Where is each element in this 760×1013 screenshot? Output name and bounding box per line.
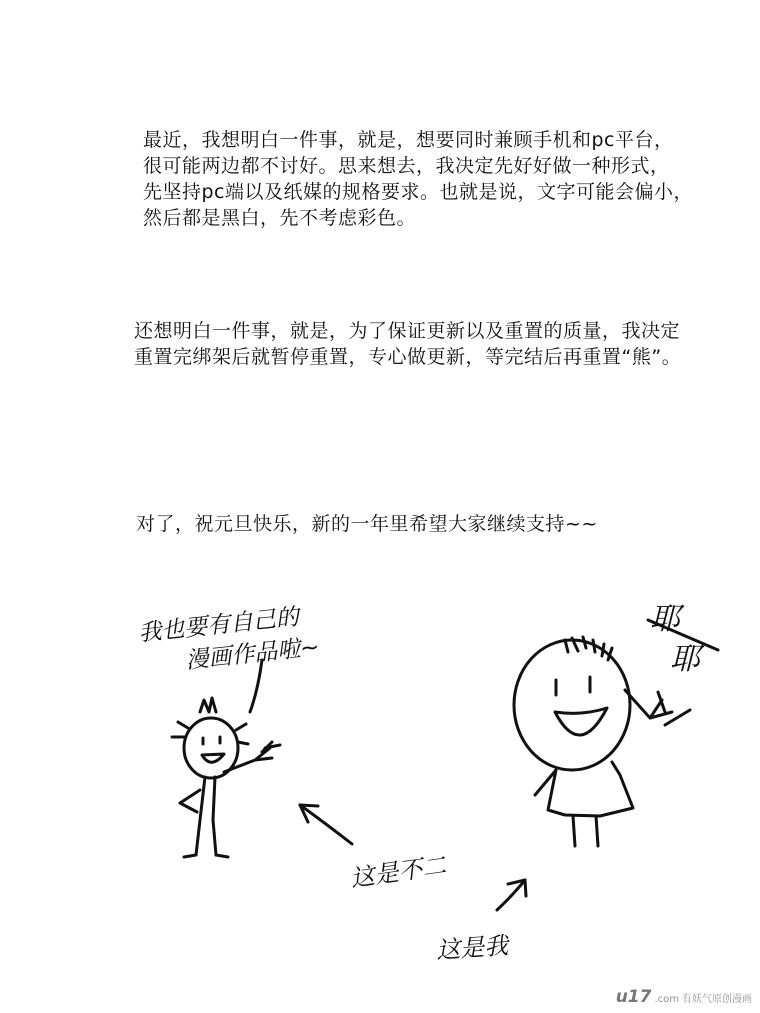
watermark-logo: u17 [615, 987, 652, 1007]
stick-figure-drawing [0, 560, 760, 1013]
arrow-to-small-figure [300, 805, 352, 844]
arrow-to-large-figure [497, 880, 526, 910]
watermark-slogan: 有妖气原创漫画 [682, 994, 752, 1005]
paragraph-announcement-reset [134, 318, 681, 370]
struck-text: 耶 [650, 602, 680, 637]
small-stick-figure [172, 660, 280, 857]
text-line: 重置完绑架后就暂停重置，专心做更新，等完结后再重置“熊”。 [134, 346, 682, 368]
site-watermark [616, 987, 752, 1007]
paragraph-new-year-greeting [136, 511, 598, 537]
text-line: 最近，我想明白一件事，就是，想要同时兼顾手机和pc平台， [143, 129, 674, 151]
speech-line: 我也要有自己的 [137, 604, 301, 647]
text-line: 先坚持pc端以及纸媒的规格要求。也就是说，文字可能会偏小， [143, 181, 694, 203]
text-line: 还想明白一件事，就是，为了保证更新以及重置的质量，我决定 [134, 320, 681, 342]
text-line: 然后都是黑白，先不考虑彩色。 [143, 207, 417, 229]
paragraph-announcement-format [143, 127, 693, 231]
speech-text: 耶 [670, 642, 700, 677]
text-line: 很可能两边都不讨好。思来想去，我决定先好好做一种形式， [143, 155, 670, 177]
speech-line: 漫画作品啦~ [184, 634, 321, 675]
label-this-is-me: 这是我 [435, 931, 510, 965]
label-this-is-buer: 这是不二 [348, 851, 448, 893]
watermark-domain: .com [654, 994, 679, 1005]
speech-large-figure [650, 600, 700, 680]
text-line: 对了，祝元旦快乐，新的一年里希望大家继续支持~~ [136, 513, 598, 535]
